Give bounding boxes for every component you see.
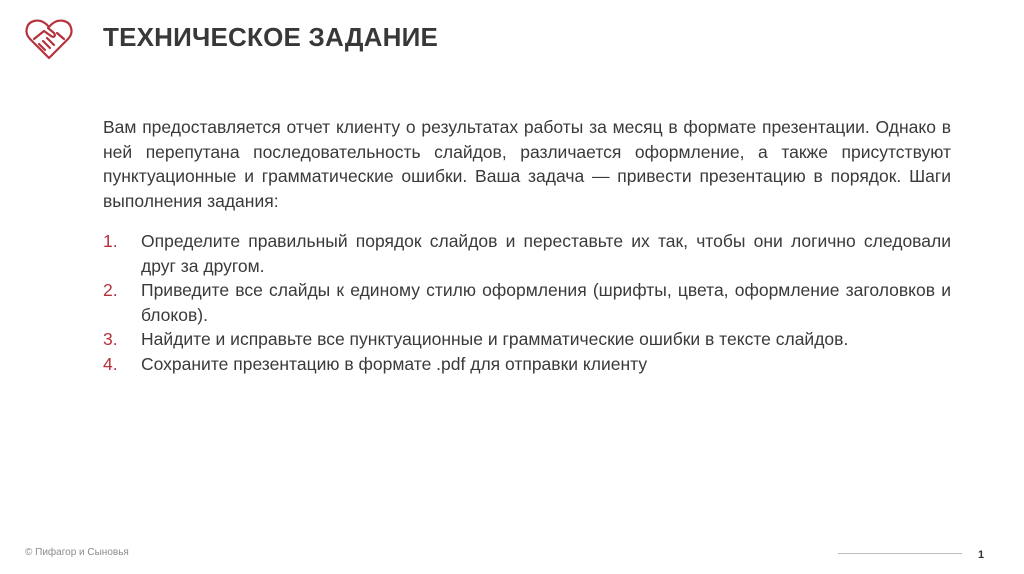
footer-copyright: © Пифагор и Сыновья: [25, 547, 129, 558]
list-item: [103, 278, 951, 327]
list-item: [103, 352, 951, 377]
list-item: [103, 327, 951, 352]
step-text: Сохраните презентацию в формате .pdf для отправки клиенту: [141, 353, 648, 374]
list-item: [103, 229, 951, 278]
page-number: 1: [978, 549, 985, 561]
slide-title: ТЕХНИЧЕСКОЕ ЗАДАНИЕ: [103, 22, 439, 52]
steps-list: [103, 229, 951, 376]
step-number: 2.: [103, 280, 118, 300]
step-text: Приведите все слайды к единому стилю оформления (шрифты, цвета, оформление заголовков и блоков).: [141, 280, 951, 325]
step-number: 1.: [103, 231, 118, 251]
step-text: Определите правильный порядок слайдов и переставьте их так, чтобы они логично следовали друг за другом.: [141, 231, 951, 276]
handshake-heart-icon: [24, 17, 74, 62]
intro-paragraph: Вам предоставляется отчет клиенту о результатах работы за месяц в формате презентации. Однако в ней перепутана последовательность слайдов, различается оформление, а также присутствуют пунктуационные и грамматические ошибки. Ваша задача — привести презентацию в порядок. Шаги выполнения задания:: [103, 117, 951, 211]
step-number: 4.: [103, 353, 118, 374]
step-text: Найдите и исправьте все пунктуационные и грамматические ошибки в тексте слайдов.: [141, 329, 849, 349]
slide-body: [103, 115, 951, 376]
step-number: 3.: [103, 329, 118, 349]
footer-divider: [838, 553, 962, 554]
